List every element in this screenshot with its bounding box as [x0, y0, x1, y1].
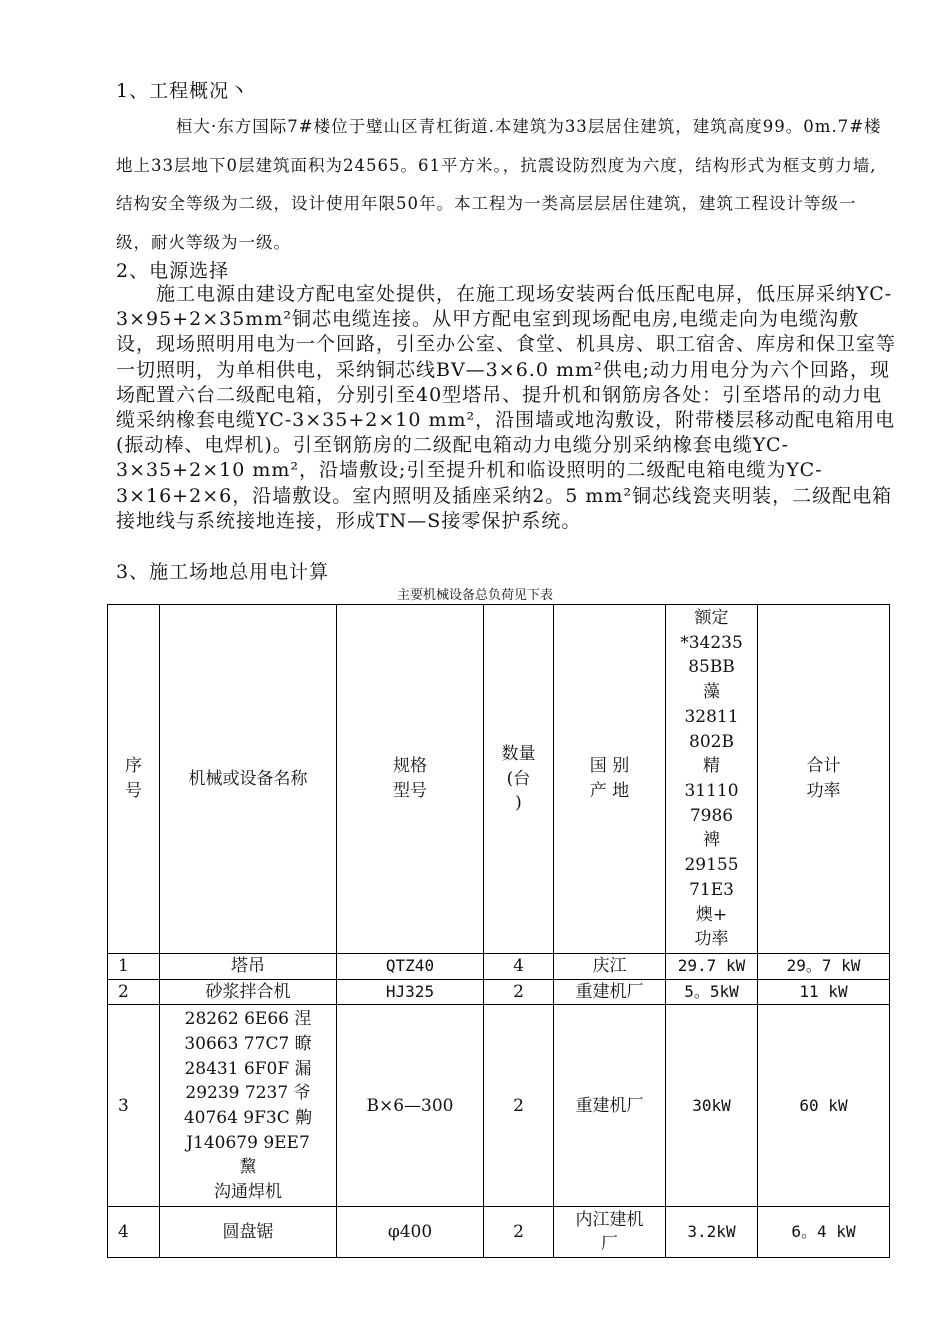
- header-qty: 数量 (台 ): [484, 605, 554, 954]
- row-rated: 29.7 kW: [666, 954, 758, 980]
- row-origin: 内江建机 厂: [554, 1207, 666, 1258]
- table-row: [108, 954, 890, 980]
- row-name: 塔吊: [160, 954, 337, 980]
- table-row: [108, 1005, 890, 1207]
- section1-text: 桓大·东方国际7#楼位于璧山区青杠街道.本建筑为33层居住建筑，建筑高度99。0m.7#楼地上33层地下0层建筑面积为24565。61平方米。，抗震设防烈度为六度，结构形式为框支剪力墙,结构安全等级为二级，设计使用年限50年。本工程为一类高层层居住建筑，建筑工程设计等级一级，耐火等级为一级。: [116, 117, 882, 252]
- row-name: 砂浆拌合机: [160, 979, 337, 1005]
- row-total: 60 kW: [758, 1005, 890, 1207]
- row-rated: 5。5kW: [666, 979, 758, 1005]
- row-total: 11 kW: [758, 979, 890, 1005]
- row-origin: 庆江: [554, 954, 666, 980]
- row-no: 4: [108, 1207, 160, 1258]
- section3-heading: 3、施工场地总用电计算: [116, 561, 330, 583]
- table-row: [108, 1207, 890, 1258]
- equipment-table: [107, 604, 890, 1258]
- table-header-row: [108, 605, 890, 954]
- header-spec: 规格 型号: [337, 605, 484, 954]
- row-qty: 4: [484, 954, 554, 980]
- section2-paragraph: [116, 282, 896, 534]
- row-qty: 2: [484, 1005, 554, 1207]
- section2-heading: 2、电源选择: [116, 260, 230, 282]
- row-spec: HJ325: [337, 979, 484, 1005]
- section1-heading: 1、工程概况丶: [116, 80, 250, 102]
- row-total: 29。7 kW: [758, 954, 890, 980]
- header-origin: 国 别 产 地: [554, 605, 666, 954]
- row-qty: 2: [484, 1207, 554, 1258]
- header-name: 机械或设备名称: [160, 605, 337, 954]
- row-origin: 重建机厂: [554, 979, 666, 1005]
- row-no: 2: [108, 979, 160, 1005]
- row-no: 3: [108, 1005, 160, 1207]
- table-caption: 主要机械设备总负荷见下表: [396, 588, 553, 603]
- row-rated: 3.2kW: [666, 1207, 758, 1258]
- row-no: 1: [108, 954, 160, 980]
- row-name: 圆盘锯: [160, 1207, 337, 1258]
- header-rated-power: 额定 *34235 85BB 藻 32811 802B 精 31110 7986 裨 29155 71E3 燠+ 功率: [666, 605, 758, 954]
- row-total: 6。4 kW: [758, 1207, 890, 1258]
- row-qty: 2: [484, 979, 554, 1005]
- table-row: [108, 979, 890, 1005]
- row-spec: φ400: [337, 1207, 484, 1258]
- section1-paragraph: [116, 108, 886, 262]
- header-total-power: 合计 功率: [758, 605, 890, 954]
- row-spec: QTZ40: [337, 954, 484, 980]
- section2-text: 施工电源由建设方配电室处提供，在施工现场安装两台低压配电屏，低压屏采纳YC-3×95+2×35mm²铜芯电缆连接。从甲方配电室到现场配电房,电缆走向为电缆沟敷设，现场照明用电为一个回路，引至办公室、食堂、机具房、职工宿舍、库房和保卫室等一切照明，为单相供电，采纳铜芯线BV—3×6.0 mm²供电;动力用电分为六个回路，现场配置六台二级配电箱，分别引至40型塔吊、提升机和钢筋房各处：引至塔吊的动力电缆采纳橡套电缆YC-3×35+2×10 mm²，沿围墙或地沟敷设，附带楼层移动配电箱用电(振动棒、电焊机)。引至钢筋房的二级配电箱动力电缆分别采纳橡套电缆YC-3×35+2×10 mm²，沿墙敷设;引至提升机和临设照明的二级配电箱电缆为YC-3×16+2×6，沿墙敷设。室内照明及插座采纳2。5 mm²铜芯线瓷夹明装，二级配电箱接地线与系统接地连接，形成TN—S接零保护系统。: [116, 283, 897, 532]
- header-no: 序 号: [108, 605, 160, 954]
- row-rated: 30kW: [666, 1005, 758, 1207]
- row-origin: 重建机厂: [554, 1005, 666, 1207]
- row-name: 28262 6E66 涅 30663 77C7 瞭 28431 6F0F 漏 29239 7237 爷 40764 9F3C 齁 J140679 9EE7 黧 沟通焊机: [160, 1005, 337, 1207]
- row-spec: B×6—300: [337, 1005, 484, 1207]
